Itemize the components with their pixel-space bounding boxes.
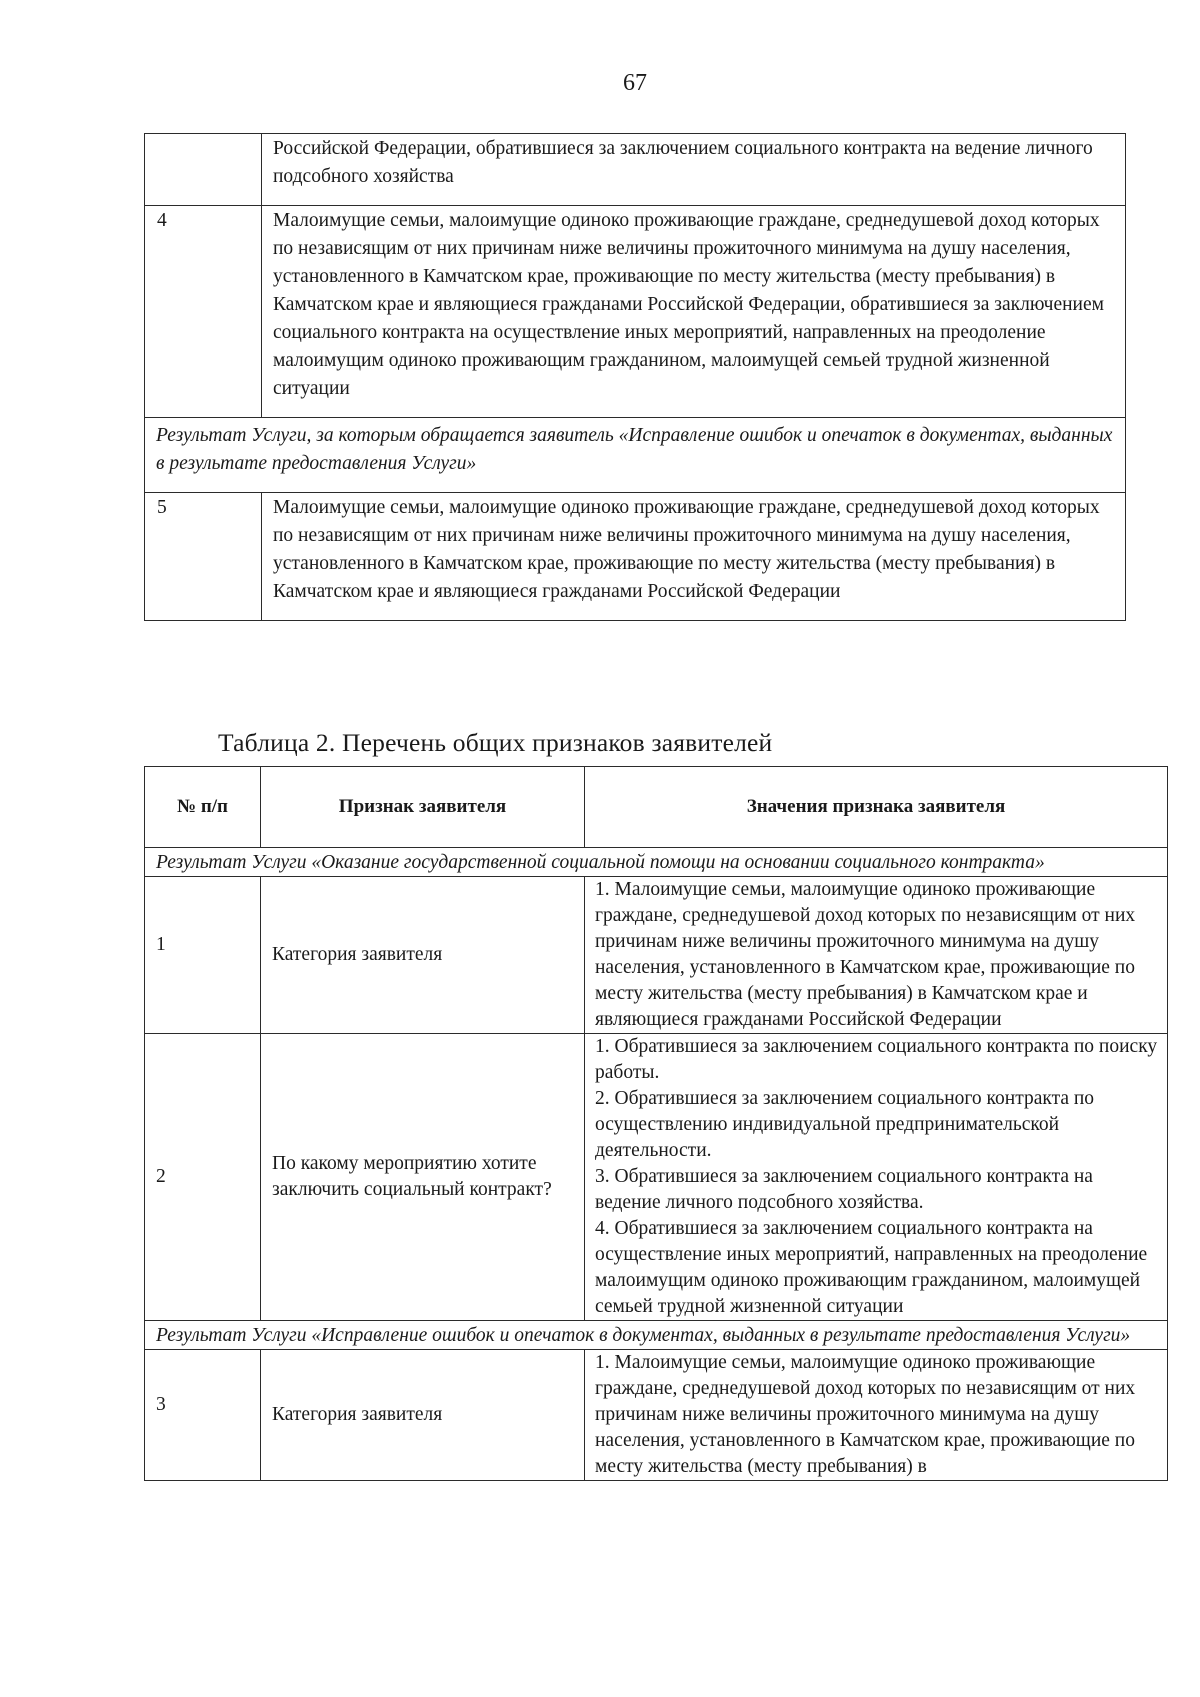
- row-value: [585, 1034, 1168, 1321]
- result-heading: Результат Услуги, за которым обращается заявитель «Исправление ошибок и опечаток в документах, выданных в результате предоставления Услуги»: [145, 418, 1126, 493]
- table-row: [145, 1350, 1168, 1481]
- table-row: [145, 877, 1168, 1034]
- header-row: [145, 767, 1168, 848]
- row-attribute-text: Категория заявителя: [272, 1404, 443, 1425]
- row-text: Малоимущие семьи, малоимущие одиноко проживающие граждане, среднедушевой доход которых по независящим от них причинам ниже величины прожиточного минимума на душу населения, установленного в Камчатском крае, проживающие по месту жительства (месту пребывания) в Камчатском крае и являющиеся гражданами Российской Федерации: [262, 493, 1126, 621]
- value-item: 4. Обратившиеся за заключением социального контракта на осуществление иных мероприятий, направленных на преодоление малоимущим одиноко проживающим гражданином, малоимущей семьей трудной жизненной ситуации: [595, 1218, 1148, 1317]
- row-attribute: [261, 1350, 585, 1481]
- table-row: [145, 493, 1126, 621]
- header-attribute: Признак заявителя: [261, 767, 585, 848]
- row-attribute: [261, 1034, 585, 1321]
- table-row: [145, 206, 1126, 418]
- row-number: 4: [145, 206, 262, 418]
- row-number: [145, 134, 262, 206]
- result-section-row: [145, 1321, 1168, 1350]
- row-number-text: 3: [156, 1394, 166, 1415]
- row-number-text: 2: [156, 1166, 166, 1187]
- row-value: 1. Малоимущие семьи, малоимущие одиноко проживающие граждане, среднедушевой доход которых по независящим от них причинам ниже величины прожиточного минимума на душу населения, установленного в Камчатском крае, проживающие по месту жительства (месту пребывания) в Камчатском крае и являющиеся гражданами Российской Федерации: [585, 877, 1168, 1034]
- value-item: 3. Обратившиеся за заключением социального контракта на ведение личного подсобного хозяйства.: [595, 1166, 1093, 1213]
- table-row: [145, 134, 1126, 206]
- row-number: 5: [145, 493, 262, 621]
- row-value: 1. Малоимущие семьи, малоимущие одиноко проживающие граждане, среднедушевой доход которых по независящим от них причинам ниже величины прожиточного минимума на душу населения, установленного в Камчатском крае, проживающие по месту жительства (месту пребывания) в: [585, 1350, 1168, 1481]
- row-attribute-text: Категория заявителя: [272, 944, 443, 965]
- table-row: [145, 1034, 1168, 1321]
- value-item: 1. Обратившиеся за заключением социального контракта по поиску работы.: [595, 1036, 1158, 1083]
- row-number-text: 1: [156, 934, 166, 955]
- row-attribute-text: По какому мероприятию хотите заключить социальный контракт?: [272, 1153, 552, 1200]
- result-heading: Результат Услуги «Исправление ошибок и опечаток в документах, выданных в результате предоставления Услуги»: [145, 1321, 1168, 1350]
- value-item: 2. Обратившиеся за заключением социального контракта по осуществлению индивидуальной предпринимательской деятельности.: [595, 1088, 1095, 1161]
- header-value: Значения признака заявителя: [585, 767, 1168, 848]
- row-number: [145, 877, 261, 1034]
- applicant-attributes-table: [144, 766, 1168, 1481]
- row-attribute: [261, 877, 585, 1034]
- row-number: [145, 1350, 261, 1481]
- result-heading: Результат Услуги «Оказание государственной социальной помощи на основании социального контракта»: [145, 848, 1168, 877]
- row-text: Малоимущие семьи, малоимущие одиноко проживающие граждане, среднедушевой доход которых по независящим от них причинам ниже величины прожиточного минимума на душу населения, установленного в Камчатском крае, проживающие по месту жительства (месту пребывания) в Камчатском крае и являющиеся гражданами Российской Федерации, обратившиеся за заключением социального контракта на осуществление иных мероприятий, направленных на преодоление малоимущим одиноко проживающим гражданином, малоимущей семьей трудной жизненной ситуации: [262, 206, 1126, 418]
- row-number: [145, 1034, 261, 1321]
- applicant-variants-table-continued: [144, 133, 1126, 621]
- table-caption: Таблица 2. Перечень общих признаков заявителей: [218, 728, 773, 757]
- row-text: Российской Федерации, обратившиеся за заключением социального контракта на ведение личного подсобного хозяйства: [262, 134, 1126, 206]
- header-number: № п/п: [145, 767, 261, 848]
- result-section-row: [145, 418, 1126, 493]
- result-section-row: [145, 848, 1168, 877]
- page-number: 67: [623, 70, 647, 96]
